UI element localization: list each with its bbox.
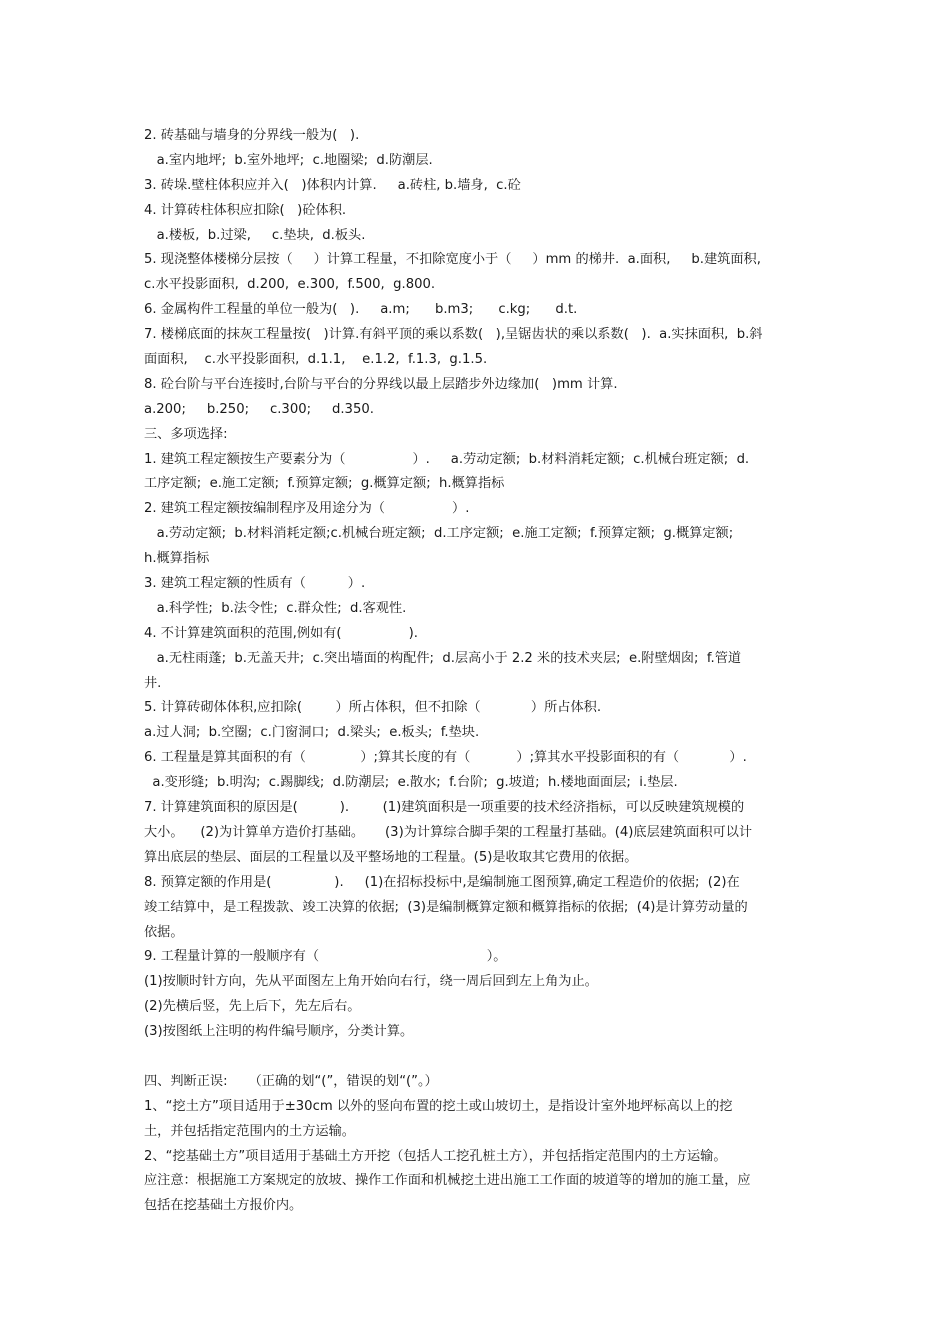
section-heading: 三、多项选择: [144, 426, 228, 442]
text-line: (2)先横后竖，先上后下，先左后右。 [144, 999, 361, 1015]
text-line: 1、“挖土方”项目适用于±30cm 以外的竖向布置的挖土或山坡切土，是指设计室外地坪标高以上的挖 [144, 1098, 733, 1114]
text-line: (1)按顺时针方向，先从平面图左上角开始向右行，绕一周后回到左上角为止。 [144, 974, 598, 990]
text-line: 算出底层的垫层、面层的工程量以及平整场地的工程量。(5)是收取其它费用的依据。 [144, 849, 638, 865]
text-line: 9. 工程量计算的一般顺序有（ ）。 [144, 949, 507, 965]
text-line: a.过人洞; b.空圈; c.门窗洞口; d.梁头; e.板头; f.垫块. [144, 725, 480, 741]
text-line: (3)按图纸上注明的构件编号顺序，分类计算。 [144, 1024, 414, 1040]
text-line: 依据。 [144, 924, 184, 940]
blank-line [144, 1045, 812, 1070]
text-line: a.200; b.250; c.300; d.350. [144, 401, 374, 417]
text-line: 8. 预算定额的作用是( ). (1)在招标投标中,是编制施工图预算,确定工程造价的依据; (2)在 [144, 874, 740, 890]
text-line: 井. [144, 675, 162, 691]
text-line: 2. 建筑工程定额按编制程序及用途分为（ ）. [144, 501, 470, 517]
text-line: 包括在挖基础土方报价内。 [144, 1198, 303, 1214]
text-line: a.变形缝; b.明沟; c.踢脚线; d.防潮层; e.散水; f.台阶; g.坡道; h.楼地面面层; i.垫层. [144, 775, 678, 791]
text-line: 1. 建筑工程定额按生产要素分为（ ）. a.劳动定额; b.材料消耗定额; c.机械台班定额; d. [144, 451, 750, 467]
text-line: 土，并包括指定范围内的土方运输。 [144, 1123, 355, 1139]
text-line: 3. 砖垛.壁柱体积应并入( )体积内计算. a.砖柱, b.墙身, c.砼 [144, 177, 521, 193]
text-line: a.无柱雨蓬; b.无盖天井; c.突出墙面的构配件; d.层高小于 2.2 米的技术夹层; e.附壁烟囱; f.管道 [144, 650, 742, 666]
text-line: h.概算指标 [144, 551, 210, 567]
text-line: 5. 计算砖砌体体积,应扣除( ）所占体积，但不扣除（ ）所占体积. [144, 700, 602, 716]
text-line: 2. 砖基础与墙身的分界线一般为( ). [144, 128, 360, 143]
text-line: 3. 建筑工程定额的性质有（ ）. [144, 576, 366, 592]
section-heading: 四、判断正误: （正确的划“(”，错误的划“(”。） [144, 1073, 438, 1089]
text-line: 竣工结算中，是工程拨款、竣工决算的依据; (3)是编制概算定额和概算指标的依据; (4)是计算劳动量的 [144, 899, 748, 915]
text-line: a.室内地坪; b.室外地坪; c.地圈梁; d.防潮层. [144, 152, 433, 168]
text-line: 6. 工程量是算其面积的有（ ）;算其长度的有（ ）;算其水平投影面积的有（ ）. [144, 750, 747, 766]
text-line: 应注意：根据施工方案规定的放坡、操作工作面和机械挖土进出施工工作面的坡道等的增加的施工量，应 [144, 1173, 751, 1189]
text-line: 面面积, c.水平投影面积, d.1.1, e.1.2, f.1.3, g.1.5. [144, 352, 488, 368]
text-line: 4. 不计算建筑面积的范围,例如有( ). [144, 625, 418, 641]
text-line: 6. 金属构件工程量的单位一般为( ). a.m; b.m3; c.kg; d.t. [144, 302, 578, 318]
text-line: 4. 计算砖柱体积应扣除( )砼体积. [144, 202, 347, 218]
text-line: 5. 现浇整体楼梯分层按（ ）计算工程量，不扣除宽度小于（ ）mm 的梯井. a.面积, b.建筑面积, [144, 252, 761, 268]
text-line: 大小。 (2)为计算单方造价打基础。 (3)为计算综合脚手架的工程量打基础。(4)底层建筑面积可以计 [144, 824, 753, 840]
text-line: 工序定额; e.施工定额; f.预算定额; g.概算定额; h.概算指标 [144, 476, 505, 492]
text-line: 7. 计算建筑面积的原因是( ). (1)建筑面积是一项重要的技术经济指标，可以反映建筑规模的 [144, 800, 745, 816]
text-line: a.楼板, b.过梁, c.垫块, d.板头. [144, 227, 366, 243]
text-line: a.劳动定额; b.材料消耗定额;c.机械台班定额; d.工序定额; e.施工定额; f.预算定额; g.概算定额; [144, 526, 734, 542]
text-line: c.水平投影面积, d.200, e.300, f.500, g.800. [144, 277, 436, 293]
text-line: 7. 楼梯底面的抹灰工程量按( )计算.有斜平顶的乘以系数( ),呈锯齿状的乘以系数( ). a.实抹面积, b.斜 [144, 327, 763, 343]
document-body [144, 124, 812, 1219]
text-line: 8. 砼台阶与平台连接时,台阶与平台的分界线以最上层踏步外边缘加( )mm 计算. [144, 376, 618, 392]
text-line: a.科学性; b.法令性; c.群众性; d.客观性. [144, 600, 407, 616]
text-line: 2、“挖基础土方”项目适用于基础土方开挖（包括人工挖孔桩土方），并包括指定范围内的土方运输。 [144, 1148, 727, 1164]
